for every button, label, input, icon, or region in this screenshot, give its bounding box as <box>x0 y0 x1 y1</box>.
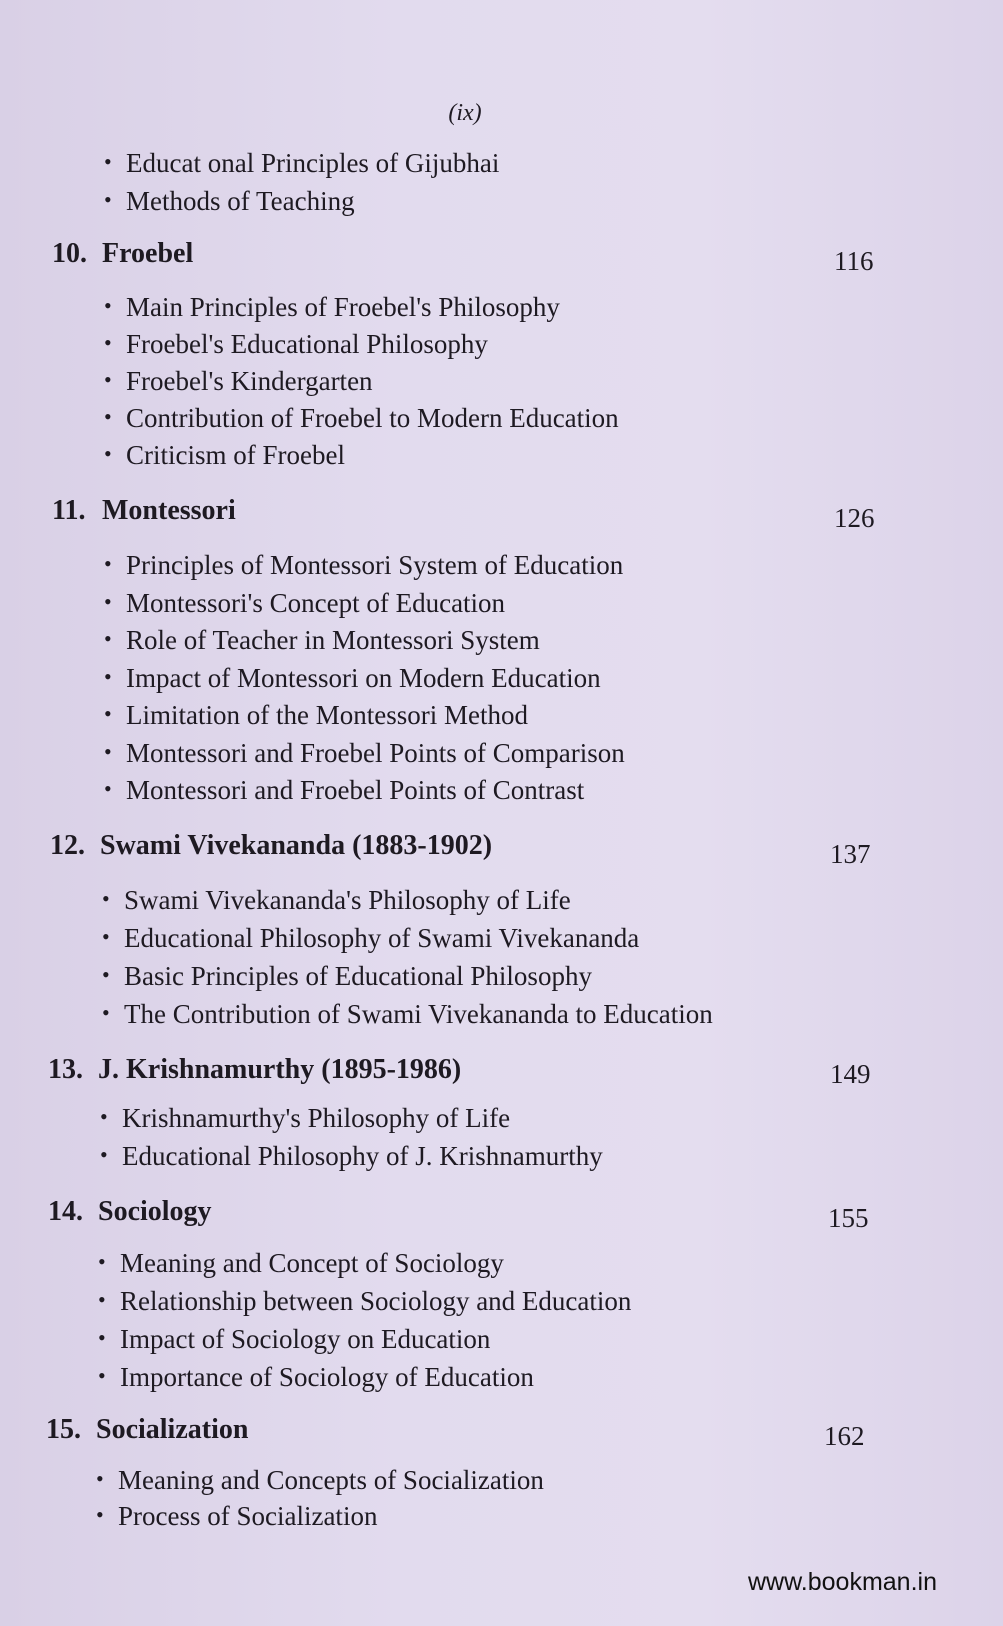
chapter-page: 162 <box>824 1421 865 1451</box>
list-item: • Principles of Montessori System of Education <box>104 552 623 579</box>
chapter-page: 155 <box>828 1203 869 1233</box>
chapter-heading <box>52 497 236 525</box>
chapter-heading <box>50 832 492 860</box>
chapter-title: Montessori <box>102 495 236 526</box>
list-item: • Role of Teacher in Montessori System <box>104 627 540 654</box>
chapter-number: 14. <box>48 1196 83 1227</box>
list-item: • Montessori's Concept of Education <box>104 590 505 617</box>
chapter-number: 15. <box>46 1414 81 1445</box>
list-item: • Contribution of Froebel to Modern Education <box>104 405 619 432</box>
chapter-number: 12. <box>50 830 85 861</box>
chapter-page: 149 <box>830 1059 871 1089</box>
chapter-number: 11. <box>52 495 86 526</box>
list-item: • Meaning and Concepts of Socialization <box>96 1467 544 1494</box>
list-item: • Meaning and Concept of Sociology <box>98 1250 504 1277</box>
list-item: • Educat onal Principles of Gijubhai <box>104 150 499 177</box>
list-item: • Montessori and Froebel Points of Comparison <box>104 740 625 767</box>
list-item: • Basic Principles of Educational Philosophy <box>102 963 592 990</box>
list-item: • The Contribution of Swami Vivekananda to Education <box>102 1001 713 1028</box>
website-watermark: www.bookman.in <box>748 1568 937 1596</box>
chapter-number: 10. <box>52 238 87 269</box>
list-item: • Criticism of Froebel <box>104 442 345 469</box>
list-item: • Impact of Sociology on Education <box>98 1326 490 1353</box>
chapter-title: Froebel <box>102 238 194 269</box>
chapter-page: 126 <box>834 503 875 533</box>
list-item: • Importance of Sociology of Education <box>98 1364 534 1391</box>
chapter-title: Sociology <box>98 1196 212 1227</box>
chapter-page: 137 <box>830 839 871 869</box>
list-item: • Impact of Montessori on Modern Education <box>104 665 601 692</box>
list-item: • Limitation of the Montessori Method <box>104 702 528 729</box>
list-item: • Swami Vivekananda's Philosophy of Life <box>102 887 571 914</box>
list-item: • Krishnamurthy's Philosophy of Life <box>100 1105 510 1132</box>
page-number: (ix) <box>448 100 482 126</box>
list-item: • Froebel's Kindergarten <box>104 368 373 395</box>
chapter-page: 116 <box>834 246 874 276</box>
chapter-heading <box>52 240 193 268</box>
list-item: • Montessori and Froebel Points of Contrast <box>104 777 584 804</box>
chapter-title: Swami Vivekananda (1883-1902) <box>100 830 493 861</box>
chapter-title: Socialization <box>96 1414 249 1445</box>
chapter-heading <box>48 1198 212 1226</box>
chapter-heading <box>48 1056 461 1084</box>
list-item: • Process of Socialization <box>96 1503 377 1530</box>
list-item: • Relationship between Sociology and Education <box>98 1288 631 1315</box>
list-item: • Educational Philosophy of Swami Vivekananda <box>102 925 639 952</box>
chapter-title: J. Krishnamurthy (1895-1986) <box>98 1054 462 1085</box>
list-item: • Methods of Teaching <box>104 188 355 215</box>
list-item: • Froebel's Educational Philosophy <box>104 331 488 358</box>
list-item: • Main Principles of Froebel's Philosophy <box>104 294 560 321</box>
list-item: • Educational Philosophy of J. Krishnamurthy <box>100 1143 603 1170</box>
chapter-heading <box>46 1416 248 1444</box>
chapter-number: 13. <box>48 1054 83 1085</box>
